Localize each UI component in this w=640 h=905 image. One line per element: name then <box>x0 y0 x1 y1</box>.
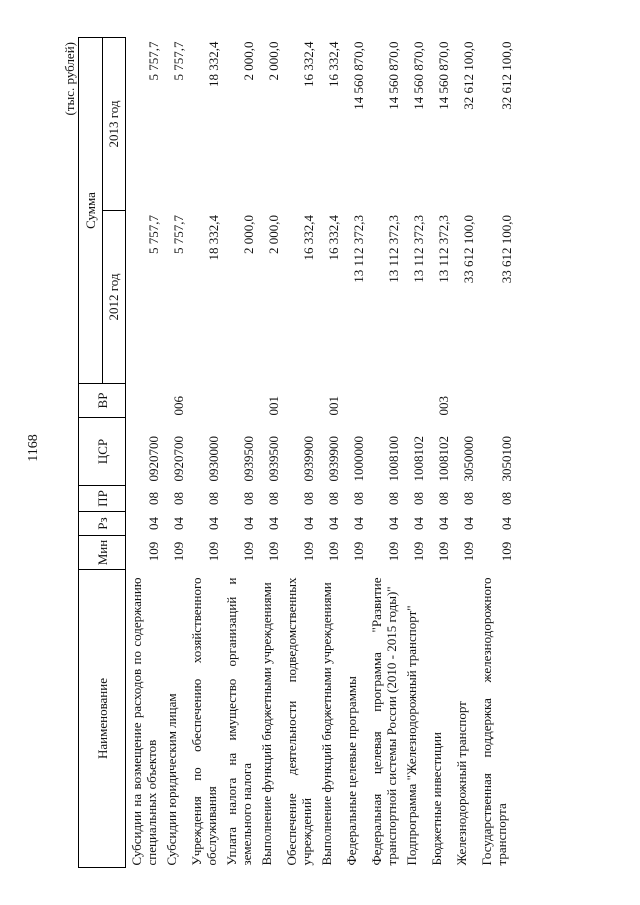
row-sum-2013: 2 000,0 <box>241 41 256 81</box>
row-csr: 1008102 <box>411 436 426 482</box>
row-rz: 04 <box>241 517 256 530</box>
row-csr: 0939900 <box>301 436 316 482</box>
header-sum: Сумма <box>79 38 103 384</box>
header-year-2012: 2012 год <box>102 211 126 384</box>
row-min: 109 <box>171 541 186 562</box>
row-csr: 0939900 <box>326 436 341 482</box>
row-rz: 04 <box>146 517 161 530</box>
row-sum-2012: 13 112 372,3 <box>411 215 426 283</box>
row-sum-2013: 14 560 870,0 <box>411 41 426 110</box>
unit-note: (тыс. рублей) <box>62 42 77 116</box>
row-sum-2012: 33 612 100,0 <box>461 215 476 284</box>
row-vr: 001 <box>326 396 341 416</box>
row-name: Выполнение функций бюджетными учреждениями <box>319 582 334 866</box>
row-sum-2012: 2 000,0 <box>266 215 281 254</box>
row-name: Учреждения по обеспечению хозяйственного обслуживания <box>189 577 219 866</box>
row-pr: 08 <box>326 492 341 505</box>
row-csr: 3050000 <box>461 436 476 482</box>
row-name: Субсидии на возмещение расходов по содержанию специальных объектов <box>129 577 159 866</box>
row-csr: 0939500 <box>266 436 281 482</box>
row-vr: 006 <box>171 396 186 416</box>
row-sum-2012: 13 112 372,3 <box>351 215 366 283</box>
budget-table <box>78 37 514 868</box>
row-rz: 04 <box>351 517 366 530</box>
table-header <box>79 38 126 868</box>
row-csr: 0939500 <box>241 436 256 482</box>
row-rz: 04 <box>461 517 476 530</box>
row-vr <box>341 384 366 418</box>
row-sum-2013: 14 560 870,0 <box>386 41 401 110</box>
table-row <box>161 38 186 868</box>
row-csr: 1008102 <box>436 436 451 482</box>
table-row <box>221 38 256 868</box>
row-vr <box>281 384 316 418</box>
table-row <box>341 38 366 868</box>
row-name: Государственная поддержка железнодорожного транспорта <box>479 577 509 866</box>
row-sum-2013: 32 612 100,0 <box>461 41 476 110</box>
header-csr: ЦСР <box>79 418 126 486</box>
row-min: 109 <box>499 541 514 562</box>
row-name: Железнодорожный транспорт <box>454 701 469 866</box>
row-sum-2012: 16 332,4 <box>301 215 316 261</box>
row-vr: 001 <box>266 396 281 416</box>
row-name: Выполнение функций бюджетными учреждениями <box>259 582 274 866</box>
row-vr: 003 <box>436 396 451 416</box>
row-sum-2012: 5 757,7 <box>146 215 161 254</box>
table-row <box>476 38 514 868</box>
row-pr: 08 <box>171 492 186 505</box>
row-sum-2012: 13 112 372,3 <box>386 215 401 283</box>
row-name: Субсидии юридическим лицам <box>164 693 179 866</box>
row-sum-2013: 5 757,7 <box>146 41 161 81</box>
row-rz: 04 <box>411 517 426 530</box>
row-rz: 04 <box>266 517 281 530</box>
row-min: 109 <box>326 541 341 562</box>
table-row <box>316 38 341 868</box>
row-pr: 08 <box>499 492 514 505</box>
row-vr <box>366 384 401 418</box>
row-pr: 08 <box>411 492 426 505</box>
row-csr: 0930000 <box>206 436 221 482</box>
row-min: 109 <box>351 541 366 562</box>
row-rz: 04 <box>386 517 401 530</box>
row-name: Бюджетные инвестиции <box>429 732 444 866</box>
row-rz: 04 <box>171 517 186 530</box>
row-sum-2012: 18 332,4 <box>206 215 221 261</box>
row-sum-2012: 5 757,7 <box>171 215 186 254</box>
row-min: 109 <box>206 541 221 562</box>
header-name: Наименование <box>79 570 126 868</box>
row-min: 109 <box>241 541 256 562</box>
row-min: 109 <box>266 541 281 562</box>
row-sum-2013: 5 757,7 <box>171 41 186 81</box>
row-sum-2013: 16 332,4 <box>326 41 341 87</box>
row-pr: 08 <box>241 492 256 505</box>
rotated-table-area <box>60 38 530 868</box>
row-vr <box>221 384 256 418</box>
table-row <box>186 38 221 868</box>
row-pr: 08 <box>386 492 401 505</box>
header-min: Мин <box>79 536 126 570</box>
row-min: 109 <box>461 541 476 562</box>
table-row <box>426 38 451 868</box>
row-name: Федеральная целевая программа "Развитие транспортной системы России (2010 - 2015 годы)" <box>369 577 399 866</box>
row-csr: 1008100 <box>386 436 401 482</box>
row-sum-2013: 18 332,4 <box>206 41 221 87</box>
header-vr: ВР <box>79 384 126 418</box>
row-vr <box>186 384 221 418</box>
row-pr: 08 <box>146 492 161 505</box>
row-csr: 1000000 <box>351 436 366 482</box>
row-sum-2012: 33 612 100,0 <box>499 215 514 284</box>
header-year-2013: 2013 год <box>102 38 126 211</box>
row-min: 109 <box>301 541 316 562</box>
row-vr <box>476 384 514 418</box>
row-sum-2012: 13 112 372,3 <box>436 215 451 283</box>
row-min: 109 <box>386 541 401 562</box>
row-csr: 3050100 <box>499 436 514 482</box>
row-sum-2013: 14 560 870,0 <box>351 41 366 110</box>
row-sum-2012: 2 000,0 <box>241 215 256 254</box>
row-name: Уплата налога на имущество организаций и земельного налога <box>224 577 254 866</box>
header-rz: Рз <box>79 512 126 536</box>
row-pr: 08 <box>461 492 476 505</box>
row-sum-2013: 16 332,4 <box>301 41 316 87</box>
table-row <box>401 38 426 868</box>
row-pr: 08 <box>301 492 316 505</box>
row-rz: 04 <box>436 517 451 530</box>
row-name: Подпрограмма "Железнодорожный транспорт" <box>404 605 419 866</box>
row-name: Федеральные целевые программы <box>344 676 359 866</box>
row-pr: 08 <box>351 492 366 505</box>
row-pr: 08 <box>266 492 281 505</box>
row-sum-2013: 2 000,0 <box>266 41 281 81</box>
row-min: 109 <box>436 541 451 562</box>
row-rz: 04 <box>301 517 316 530</box>
row-rz: 04 <box>326 517 341 530</box>
header-pr: ПР <box>79 486 126 512</box>
row-csr: 0920700 <box>171 436 186 482</box>
row-csr: 0920700 <box>146 436 161 482</box>
row-rz: 04 <box>499 517 514 530</box>
row-min: 109 <box>146 541 161 562</box>
row-sum-2012: 16 332,4 <box>326 215 341 261</box>
page-number: 1168 <box>26 434 41 462</box>
row-sum-2013: 14 560 870,0 <box>436 41 451 110</box>
row-vr <box>451 384 476 418</box>
table-body <box>126 38 515 868</box>
row-vr <box>126 384 162 418</box>
row-sum-2013: 32 612 100,0 <box>499 41 514 110</box>
table-row <box>366 38 401 868</box>
table-row <box>256 38 281 868</box>
row-rz: 04 <box>206 517 221 530</box>
row-min: 109 <box>411 541 426 562</box>
row-name: Обеспечение деятельности подведомственных учреждений <box>284 577 314 866</box>
table-row <box>281 38 316 868</box>
row-pr: 08 <box>206 492 221 505</box>
row-pr: 08 <box>436 492 451 505</box>
table-row <box>451 38 476 868</box>
row-vr <box>401 384 426 418</box>
table-row <box>126 38 162 868</box>
